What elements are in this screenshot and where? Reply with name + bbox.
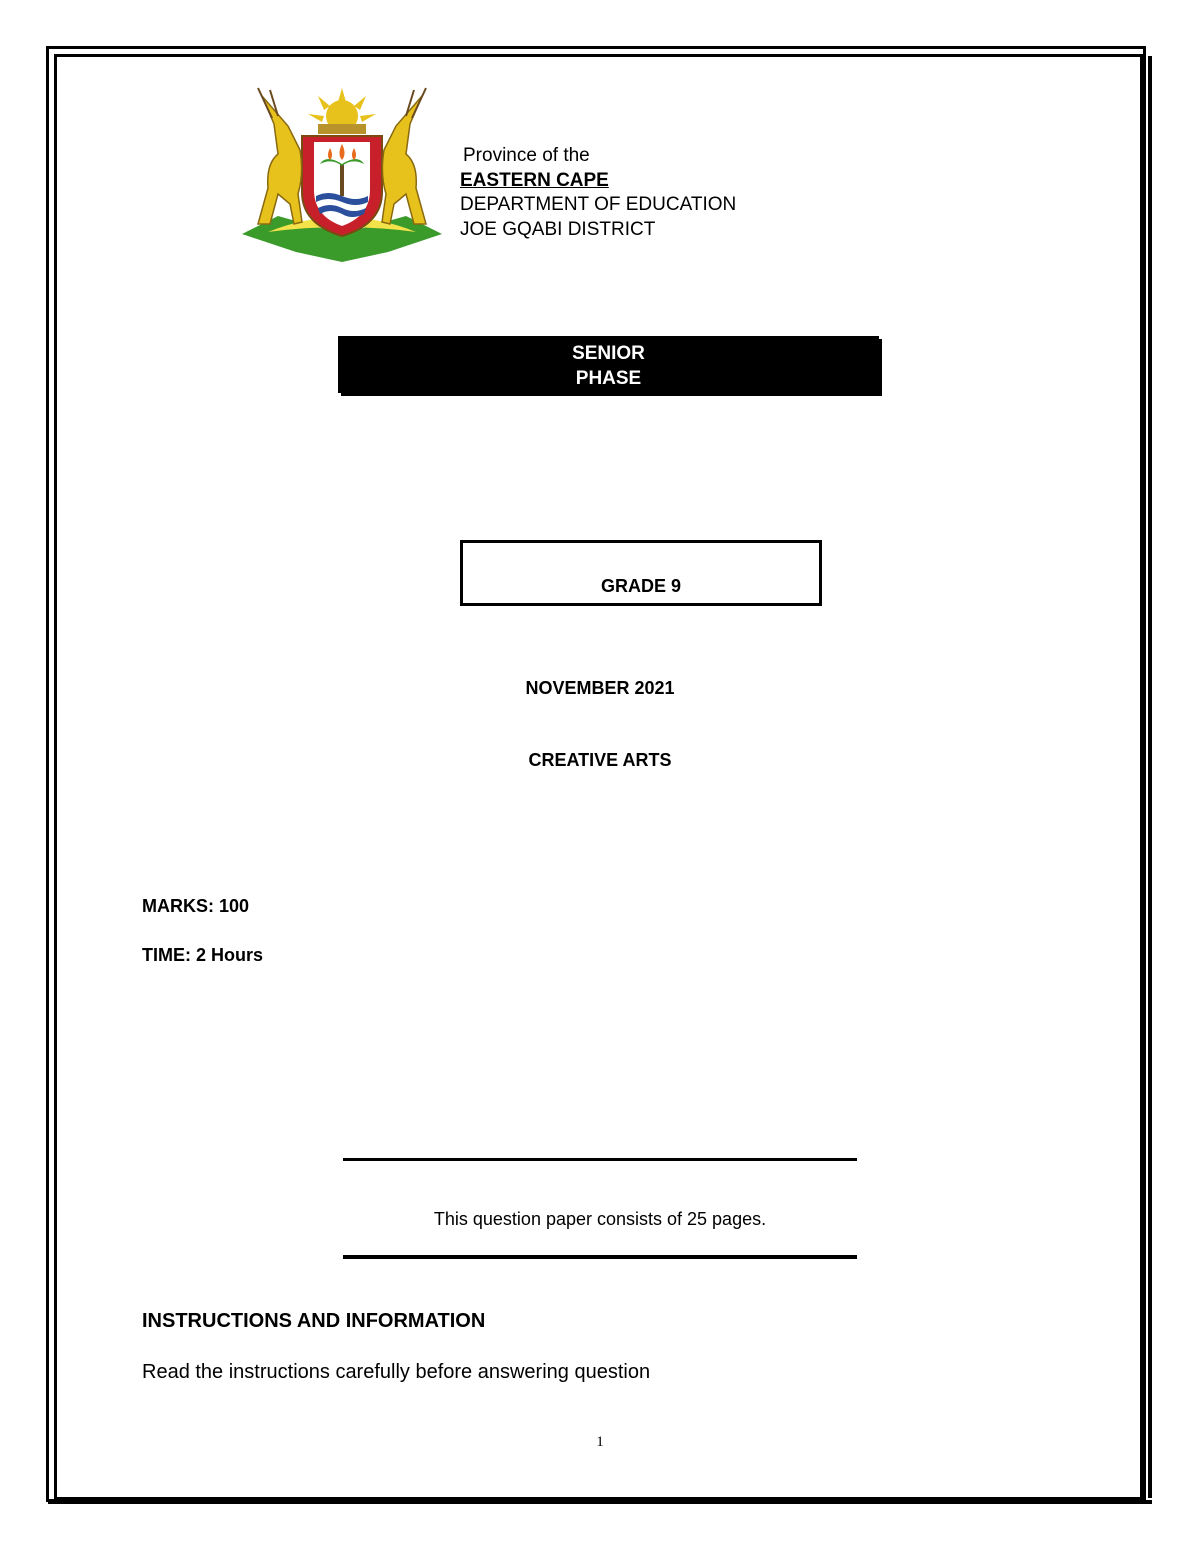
phase-banner [338, 336, 879, 393]
divider-bottom [343, 1255, 857, 1259]
grade-box [460, 540, 822, 606]
coat-of-arms-icon [238, 84, 446, 266]
instructions-text: Read the instructions carefully before answering question [142, 1361, 651, 1383]
grade-label: GRADE 9 [600, 576, 681, 596]
exam-subject: CREATIVE ARTS [528, 750, 672, 770]
exam-session: NOVEMBER 2021 [525, 678, 675, 698]
marks-line: MARKS: 100 [142, 896, 250, 916]
pages-note: This question paper consists of 25 pages. [433, 1209, 767, 1229]
page-number: 1 [596, 1434, 604, 1450]
department-name: DEPARTMENT OF EDUCATION [460, 194, 737, 215]
province-line: Province of the [463, 145, 590, 166]
page-border-shadow-right [1148, 56, 1152, 1498]
province-header [460, 144, 736, 242]
district-name: JOE GQABI DISTRICT [460, 218, 656, 240]
province-name: EASTERN CAPE [460, 169, 609, 191]
instructions-heading: INSTRUCTIONS AND INFORMATION [142, 1310, 486, 1332]
page-border-shadow-bottom [48, 1500, 1152, 1504]
phase-line-2: PHASE [575, 368, 642, 389]
divider-top [343, 1158, 857, 1161]
page-border-inner [54, 54, 1143, 1500]
time-line: TIME: 2 Hours [142, 945, 264, 965]
phase-line-1: SENIOR [572, 343, 645, 364]
